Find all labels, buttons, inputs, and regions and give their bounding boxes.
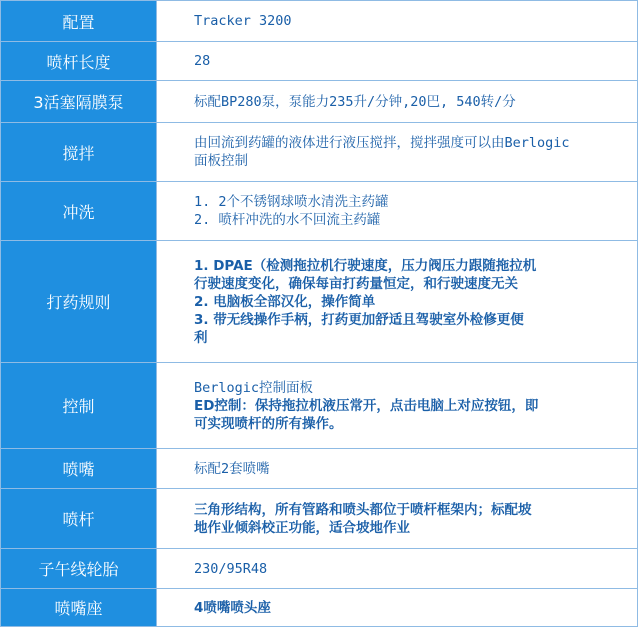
row-value-boom	[157, 489, 638, 549]
row-value-config	[157, 1, 638, 42]
table-row	[1, 241, 638, 363]
row-label-config: 配置	[1, 1, 157, 42]
row-value-tires	[157, 549, 638, 589]
row-value-control	[157, 363, 638, 449]
row-label-spray-rules: 打药规则	[1, 241, 157, 363]
table-row	[1, 549, 638, 589]
table-row	[1, 42, 638, 81]
value-line: 标配2套喷嘴	[194, 460, 270, 477]
value-line: 4喷嘴喷头座	[194, 599, 271, 616]
value-line: 由回流到药罐的液体进行液压搅拌，搅拌强度可以由Berlogic	[194, 135, 570, 151]
value-line: 2. 喷杆冲洗的水不回流主药罐	[194, 212, 381, 228]
row-value-nozzle-holder	[157, 589, 638, 627]
table-row	[1, 363, 638, 449]
value-line: 利	[194, 329, 208, 346]
value-line: 行驶速度变化，确保每亩打药量恒定，和行驶速度无关	[194, 275, 518, 292]
row-label-pump: 3活塞隔膜泵	[1, 81, 157, 123]
value-line: 地作业倾斜校正功能，适合坡地作业	[194, 519, 410, 536]
row-label-control: 控制	[1, 363, 157, 449]
row-value-spray-rules	[157, 241, 638, 363]
value-line: 标配BP280泵，泵能力235升/分钟,20巴, 540转/分	[194, 93, 516, 110]
value-line: 3. 带无线操作手柄，打药更加舒适且驾驶室外检修更便	[194, 311, 524, 328]
value-line: ED控制：保持拖拉机液压常开，点击电脑上对应按钮，即	[194, 397, 539, 414]
table-row	[1, 1, 638, 42]
table-row	[1, 449, 638, 489]
value-line: 1. DPAE（检测拖拉机行驶速度，压力阀压力跟随拖拉机	[194, 257, 537, 274]
row-value-agitation	[157, 123, 638, 182]
value-line: Berlogic控制面板	[194, 379, 314, 396]
value-line: 2. 电脑板全部汉化，操作简单	[194, 293, 376, 310]
table-row	[1, 589, 638, 627]
row-label-nozzle-holder: 喷嘴座	[1, 589, 157, 627]
value-line: 可实现喷杆的所有操作。	[194, 415, 343, 432]
row-value-pump	[157, 81, 638, 123]
row-label-boom-length: 喷杆长度	[1, 42, 157, 81]
table-row	[1, 182, 638, 241]
value-line: 1. 2个不锈钢球喷水清洗主药罐	[194, 194, 389, 210]
row-label-agitation: 搅拌	[1, 123, 157, 182]
value-line: Tracker 3200	[194, 13, 292, 29]
row-value-rinse	[157, 182, 638, 241]
value-line: 面板控制	[194, 153, 248, 169]
row-label-boom: 喷杆	[1, 489, 157, 549]
value-line: 三角形结构，所有管路和喷头都位于喷杆框架内；标配坡	[194, 501, 532, 518]
table-row	[1, 81, 638, 123]
table-row	[1, 489, 638, 549]
row-value-boom-length	[157, 42, 638, 81]
row-label-nozzle: 喷嘴	[1, 449, 157, 489]
row-value-nozzle	[157, 449, 638, 489]
row-label-rinse: 冲洗	[1, 182, 157, 241]
value-line: 230/95R48	[194, 560, 268, 577]
table-row	[1, 123, 638, 182]
row-label-tires: 子午线轮胎	[1, 549, 157, 589]
value-line: 28	[194, 53, 211, 69]
